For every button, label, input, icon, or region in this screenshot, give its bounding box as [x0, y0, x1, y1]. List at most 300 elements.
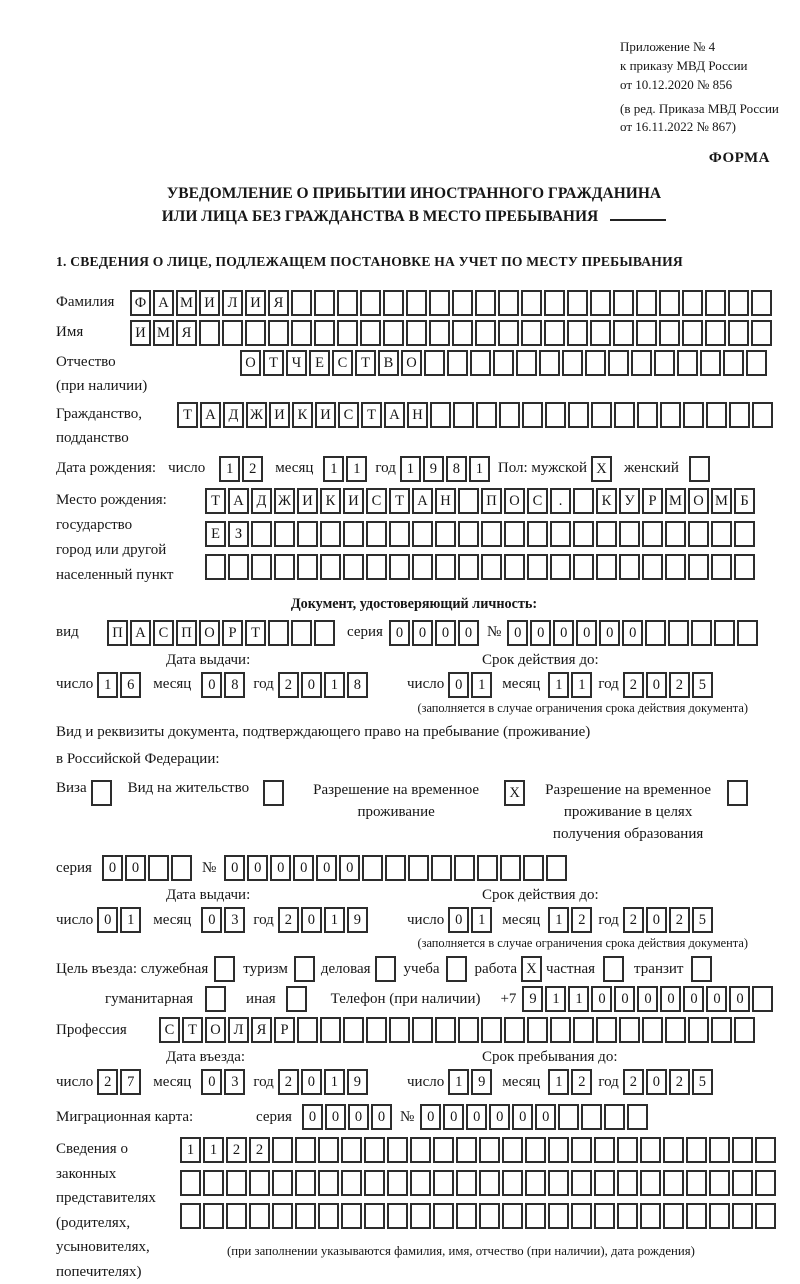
char-cell[interactable]: 1 — [324, 907, 345, 933]
char-cell[interactable]: К — [596, 488, 617, 514]
char-cell[interactable] — [527, 1017, 548, 1043]
char-cell[interactable] — [705, 290, 726, 316]
char-cell[interactable]: 2 — [278, 907, 299, 933]
char-cell[interactable] — [527, 554, 548, 580]
char-cell[interactable] — [385, 855, 406, 881]
purpose-study-checkbox[interactable] — [446, 956, 467, 982]
char-cell[interactable]: 0 — [507, 620, 528, 646]
char-cell[interactable] — [343, 521, 364, 547]
char-cell[interactable]: 0 — [646, 907, 667, 933]
char-cell[interactable] — [481, 1017, 502, 1043]
char-cell[interactable]: 1 — [324, 1069, 345, 1095]
char-cell[interactable]: 0 — [706, 986, 727, 1012]
char-cell[interactable]: 0 — [637, 986, 658, 1012]
char-cell[interactable] — [659, 290, 680, 316]
char-cell[interactable] — [548, 1203, 569, 1229]
char-cell[interactable] — [502, 1170, 523, 1196]
char-cell[interactable] — [737, 620, 758, 646]
char-cell[interactable] — [387, 1170, 408, 1196]
char-cell[interactable] — [558, 1104, 579, 1130]
char-cell[interactable]: С — [332, 350, 353, 376]
char-cell[interactable]: А — [200, 402, 221, 428]
sex-male-checkbox[interactable]: X — [591, 456, 612, 482]
char-cell[interactable]: Б — [734, 488, 755, 514]
char-cell[interactable] — [619, 554, 640, 580]
char-cell[interactable] — [544, 320, 565, 346]
char-cell[interactable] — [272, 1137, 293, 1163]
char-cell[interactable]: 1 — [97, 672, 118, 698]
surname-cells[interactable] — [130, 290, 772, 316]
char-cell[interactable]: 0 — [371, 1104, 392, 1130]
char-cell[interactable]: Е — [205, 521, 226, 547]
char-cell[interactable] — [458, 554, 479, 580]
char-cell[interactable] — [337, 290, 358, 316]
char-cell[interactable] — [268, 620, 289, 646]
char-cell[interactable]: 0 — [443, 1104, 464, 1130]
char-cell[interactable] — [723, 350, 744, 376]
entry-year-cells[interactable] — [278, 1069, 368, 1095]
char-cell[interactable] — [734, 1017, 755, 1043]
char-cell[interactable] — [291, 290, 312, 316]
char-cell[interactable]: М — [153, 320, 174, 346]
char-cell[interactable] — [435, 1017, 456, 1043]
char-cell[interactable] — [562, 350, 583, 376]
char-cell[interactable]: А — [153, 290, 174, 316]
char-cell[interactable] — [343, 1017, 364, 1043]
char-cell[interactable] — [659, 320, 680, 346]
char-cell[interactable]: 9 — [347, 1069, 368, 1095]
char-cell[interactable] — [476, 402, 497, 428]
char-cell[interactable] — [406, 320, 427, 346]
char-cell[interactable] — [249, 1203, 270, 1229]
char-cell[interactable] — [251, 554, 272, 580]
doc-issue-month-cells[interactable] — [201, 672, 245, 698]
char-cell[interactable] — [228, 554, 249, 580]
char-cell[interactable] — [608, 350, 629, 376]
char-cell[interactable]: 0 — [530, 620, 551, 646]
char-cell[interactable]: . — [550, 488, 571, 514]
char-cell[interactable] — [640, 1170, 661, 1196]
char-cell[interactable] — [203, 1170, 224, 1196]
char-cell[interactable]: 2 — [97, 1069, 118, 1095]
char-cell[interactable] — [504, 521, 525, 547]
char-cell[interactable] — [636, 290, 657, 316]
migration-number-cells[interactable] — [420, 1104, 648, 1130]
char-cell[interactable] — [320, 554, 341, 580]
char-cell[interactable] — [654, 350, 675, 376]
char-cell[interactable] — [320, 521, 341, 547]
char-cell[interactable] — [504, 1017, 525, 1043]
char-cell[interactable] — [527, 521, 548, 547]
permit-issue-year-cells[interactable] — [278, 907, 368, 933]
char-cell[interactable]: С — [527, 488, 548, 514]
doc-series-cells[interactable] — [389, 620, 479, 646]
char-cell[interactable]: С — [159, 1017, 180, 1043]
char-cell[interactable]: 0 — [599, 620, 620, 646]
char-cell[interactable]: 0 — [316, 855, 337, 881]
char-cell[interactable] — [585, 350, 606, 376]
char-cell[interactable] — [642, 554, 663, 580]
char-cell[interactable] — [412, 1017, 433, 1043]
char-cell[interactable]: 5 — [692, 672, 713, 698]
char-cell[interactable]: 0 — [646, 672, 667, 698]
sex-female-checkbox[interactable] — [689, 456, 710, 482]
char-cell[interactable]: Я — [251, 1017, 272, 1043]
char-cell[interactable]: К — [320, 488, 341, 514]
char-cell[interactable] — [498, 320, 519, 346]
char-cell[interactable]: 2 — [278, 1069, 299, 1095]
char-cell[interactable]: Н — [435, 488, 456, 514]
purpose-other-checkbox[interactable] — [286, 986, 307, 1012]
patronymic-cells[interactable] — [240, 350, 767, 376]
birth-place-cells-row1[interactable] — [205, 488, 755, 514]
char-cell[interactable] — [433, 1170, 454, 1196]
char-cell[interactable]: С — [366, 488, 387, 514]
purpose-work-checkbox[interactable]: X — [521, 956, 542, 982]
char-cell[interactable]: 0 — [389, 620, 410, 646]
char-cell[interactable] — [389, 554, 410, 580]
char-cell[interactable]: Т — [355, 350, 376, 376]
char-cell[interactable] — [364, 1170, 385, 1196]
char-cell[interactable] — [430, 402, 451, 428]
char-cell[interactable]: П — [176, 620, 197, 646]
char-cell[interactable]: 1 — [323, 456, 344, 482]
char-cell[interactable] — [435, 521, 456, 547]
char-cell[interactable] — [617, 1170, 638, 1196]
char-cell[interactable] — [640, 1203, 661, 1229]
char-cell[interactable] — [550, 521, 571, 547]
char-cell[interactable] — [636, 320, 657, 346]
char-cell[interactable]: 0 — [489, 1104, 510, 1130]
char-cell[interactable] — [544, 290, 565, 316]
given-name-cells[interactable] — [130, 320, 772, 346]
char-cell[interactable]: Е — [309, 350, 330, 376]
char-cell[interactable]: 8 — [347, 672, 368, 698]
char-cell[interactable] — [477, 855, 498, 881]
char-cell[interactable]: Р — [274, 1017, 295, 1043]
char-cell[interactable]: Ж — [274, 488, 295, 514]
temp-residence-checkbox[interactable]: X — [504, 780, 525, 806]
stay-day-cells[interactable] — [448, 1069, 492, 1095]
char-cell[interactable] — [458, 488, 479, 514]
char-cell[interactable] — [251, 521, 272, 547]
char-cell[interactable] — [614, 402, 635, 428]
char-cell[interactable]: 9 — [522, 986, 543, 1012]
char-cell[interactable] — [594, 1203, 615, 1229]
char-cell[interactable] — [594, 1170, 615, 1196]
char-cell[interactable] — [728, 320, 749, 346]
char-cell[interactable] — [222, 320, 243, 346]
char-cell[interactable] — [548, 1170, 569, 1196]
birth-month-cells[interactable] — [323, 456, 367, 482]
char-cell[interactable] — [539, 350, 560, 376]
char-cell[interactable]: 2 — [226, 1137, 247, 1163]
char-cell[interactable] — [686, 1137, 707, 1163]
char-cell[interactable]: 1 — [469, 456, 490, 482]
char-cell[interactable] — [470, 350, 491, 376]
char-cell[interactable] — [456, 1170, 477, 1196]
char-cell[interactable] — [613, 320, 634, 346]
char-cell[interactable] — [366, 521, 387, 547]
char-cell[interactable] — [613, 290, 634, 316]
char-cell[interactable]: 9 — [423, 456, 444, 482]
char-cell[interactable]: Ф — [130, 290, 151, 316]
char-cell[interactable] — [297, 554, 318, 580]
char-cell[interactable] — [148, 855, 169, 881]
char-cell[interactable] — [291, 320, 312, 346]
char-cell[interactable] — [668, 620, 689, 646]
char-cell[interactable]: 0 — [512, 1104, 533, 1130]
char-cell[interactable] — [545, 402, 566, 428]
representatives-cells-row2[interactable] — [180, 1170, 776, 1196]
char-cell[interactable]: И — [297, 488, 318, 514]
char-cell[interactable]: 1 — [180, 1137, 201, 1163]
char-cell[interactable] — [604, 1104, 625, 1130]
char-cell[interactable] — [412, 521, 433, 547]
char-cell[interactable] — [205, 554, 226, 580]
char-cell[interactable]: Л — [228, 1017, 249, 1043]
char-cell[interactable] — [408, 855, 429, 881]
permit-series-cells[interactable] — [102, 855, 192, 881]
char-cell[interactable]: 0 — [201, 672, 222, 698]
char-cell[interactable] — [226, 1203, 247, 1229]
char-cell[interactable] — [522, 402, 543, 428]
char-cell[interactable] — [663, 1203, 684, 1229]
char-cell[interactable] — [525, 1137, 546, 1163]
char-cell[interactable]: Я — [176, 320, 197, 346]
migration-series-cells[interactable] — [302, 1104, 392, 1130]
char-cell[interactable] — [475, 320, 496, 346]
char-cell[interactable] — [665, 554, 686, 580]
char-cell[interactable] — [642, 521, 663, 547]
char-cell[interactable]: 0 — [325, 1104, 346, 1130]
char-cell[interactable] — [682, 290, 703, 316]
temp-residence-edu-checkbox[interactable] — [727, 780, 748, 806]
char-cell[interactable] — [171, 855, 192, 881]
char-cell[interactable] — [631, 350, 652, 376]
char-cell[interactable]: П — [481, 488, 502, 514]
char-cell[interactable]: А — [384, 402, 405, 428]
char-cell[interactable] — [295, 1203, 316, 1229]
char-cell[interactable] — [709, 1170, 730, 1196]
char-cell[interactable]: К — [292, 402, 313, 428]
char-cell[interactable]: И — [343, 488, 364, 514]
char-cell[interactable]: О — [401, 350, 422, 376]
char-cell[interactable]: О — [199, 620, 220, 646]
char-cell[interactable] — [479, 1170, 500, 1196]
char-cell[interactable] — [435, 554, 456, 580]
char-cell[interactable] — [360, 290, 381, 316]
char-cell[interactable]: 9 — [347, 907, 368, 933]
char-cell[interactable] — [453, 402, 474, 428]
citizenship-cells[interactable] — [177, 402, 773, 428]
char-cell[interactable] — [709, 1203, 730, 1229]
char-cell[interactable]: 6 — [120, 672, 141, 698]
purpose-business-checkbox[interactable] — [375, 956, 396, 982]
char-cell[interactable]: 1 — [471, 672, 492, 698]
char-cell[interactable] — [249, 1170, 270, 1196]
char-cell[interactable]: П — [107, 620, 128, 646]
char-cell[interactable] — [683, 402, 704, 428]
char-cell[interactable] — [341, 1170, 362, 1196]
profession-cells[interactable] — [159, 1017, 755, 1043]
char-cell[interactable] — [755, 1137, 776, 1163]
char-cell[interactable]: А — [130, 620, 151, 646]
char-cell[interactable] — [180, 1203, 201, 1229]
permit-issue-day-cells[interactable] — [97, 907, 141, 933]
char-cell[interactable]: У — [619, 488, 640, 514]
char-cell[interactable] — [581, 1104, 602, 1130]
char-cell[interactable]: 1 — [545, 986, 566, 1012]
char-cell[interactable] — [596, 554, 617, 580]
char-cell[interactable]: 0 — [420, 1104, 441, 1130]
char-cell[interactable]: 0 — [458, 620, 479, 646]
char-cell[interactable] — [410, 1203, 431, 1229]
char-cell[interactable] — [691, 620, 712, 646]
char-cell[interactable]: С — [153, 620, 174, 646]
char-cell[interactable]: 2 — [571, 907, 592, 933]
permit-issue-month-cells[interactable] — [201, 907, 245, 933]
char-cell[interactable] — [458, 1017, 479, 1043]
char-cell[interactable] — [245, 320, 266, 346]
doc-issue-year-cells[interactable] — [278, 672, 368, 698]
representatives-cells-row1[interactable] — [180, 1137, 776, 1163]
char-cell[interactable] — [640, 1137, 661, 1163]
char-cell[interactable] — [498, 290, 519, 316]
char-cell[interactable]: 1 — [219, 456, 240, 482]
char-cell[interactable] — [493, 350, 514, 376]
char-cell[interactable] — [706, 402, 727, 428]
char-cell[interactable] — [406, 290, 427, 316]
char-cell[interactable] — [619, 521, 640, 547]
entry-day-cells[interactable] — [97, 1069, 141, 1095]
char-cell[interactable] — [481, 521, 502, 547]
char-cell[interactable]: 0 — [448, 907, 469, 933]
char-cell[interactable]: 2 — [623, 907, 644, 933]
char-cell[interactable] — [590, 290, 611, 316]
char-cell[interactable] — [688, 554, 709, 580]
char-cell[interactable] — [709, 1137, 730, 1163]
char-cell[interactable]: 2 — [242, 456, 263, 482]
char-cell[interactable] — [456, 1137, 477, 1163]
char-cell[interactable]: Л — [222, 290, 243, 316]
char-cell[interactable]: Т — [263, 350, 284, 376]
char-cell[interactable] — [366, 554, 387, 580]
char-cell[interactable] — [318, 1137, 339, 1163]
char-cell[interactable] — [389, 1017, 410, 1043]
char-cell[interactable] — [362, 855, 383, 881]
char-cell[interactable]: 0 — [102, 855, 123, 881]
char-cell[interactable]: О — [504, 488, 525, 514]
char-cell[interactable]: Ж — [246, 402, 267, 428]
char-cell[interactable]: 7 — [120, 1069, 141, 1095]
char-cell[interactable]: 1 — [400, 456, 421, 482]
char-cell[interactable] — [297, 1017, 318, 1043]
char-cell[interactable] — [360, 320, 381, 346]
phone-cells[interactable] — [522, 986, 773, 1012]
char-cell[interactable] — [383, 320, 404, 346]
char-cell[interactable] — [479, 1137, 500, 1163]
char-cell[interactable] — [663, 1137, 684, 1163]
char-cell[interactable]: 0 — [224, 855, 245, 881]
char-cell[interactable] — [732, 1137, 753, 1163]
char-cell[interactable] — [573, 1017, 594, 1043]
char-cell[interactable]: Д — [251, 488, 272, 514]
char-cell[interactable]: О — [205, 1017, 226, 1043]
char-cell[interactable] — [433, 1137, 454, 1163]
char-cell[interactable]: И — [315, 402, 336, 428]
char-cell[interactable]: М — [176, 290, 197, 316]
char-cell[interactable] — [619, 1017, 640, 1043]
char-cell[interactable] — [456, 1203, 477, 1229]
char-cell[interactable] — [573, 521, 594, 547]
stay-month-cells[interactable] — [548, 1069, 592, 1095]
char-cell[interactable]: 0 — [293, 855, 314, 881]
char-cell[interactable]: 1 — [548, 672, 569, 698]
char-cell[interactable]: М — [711, 488, 732, 514]
char-cell[interactable] — [711, 521, 732, 547]
char-cell[interactable] — [314, 320, 335, 346]
char-cell[interactable] — [686, 1170, 707, 1196]
char-cell[interactable]: 5 — [692, 907, 713, 933]
char-cell[interactable]: 0 — [535, 1104, 556, 1130]
purpose-humanitarian-checkbox[interactable] — [205, 986, 226, 1012]
char-cell[interactable] — [567, 320, 588, 346]
char-cell[interactable] — [637, 402, 658, 428]
char-cell[interactable] — [366, 1017, 387, 1043]
char-cell[interactable] — [295, 1137, 316, 1163]
char-cell[interactable] — [732, 1203, 753, 1229]
char-cell[interactable] — [502, 1203, 523, 1229]
char-cell[interactable] — [711, 554, 732, 580]
char-cell[interactable]: 1 — [548, 1069, 569, 1095]
char-cell[interactable] — [665, 521, 686, 547]
doc-number-cells[interactable] — [507, 620, 758, 646]
char-cell[interactable] — [429, 320, 450, 346]
char-cell[interactable] — [226, 1170, 247, 1196]
char-cell[interactable]: 0 — [646, 1069, 667, 1095]
char-cell[interactable] — [314, 290, 335, 316]
char-cell[interactable] — [755, 1170, 776, 1196]
char-cell[interactable]: Я — [268, 290, 289, 316]
char-cell[interactable]: 2 — [623, 1069, 644, 1095]
purpose-tourism-checkbox[interactable] — [294, 956, 315, 982]
visa-checkbox[interactable] — [91, 780, 112, 806]
char-cell[interactable]: Т — [182, 1017, 203, 1043]
char-cell[interactable]: В — [378, 350, 399, 376]
char-cell[interactable] — [479, 1203, 500, 1229]
char-cell[interactable] — [410, 1137, 431, 1163]
permit-valid-month-cells[interactable] — [548, 907, 592, 933]
char-cell[interactable] — [596, 1017, 617, 1043]
char-cell[interactable]: 1 — [448, 1069, 469, 1095]
char-cell[interactable]: 0 — [576, 620, 597, 646]
char-cell[interactable] — [642, 1017, 663, 1043]
char-cell[interactable]: 2 — [623, 672, 644, 698]
char-cell[interactable] — [272, 1170, 293, 1196]
char-cell[interactable] — [387, 1203, 408, 1229]
birth-year-cells[interactable] — [400, 456, 490, 482]
char-cell[interactable] — [755, 1203, 776, 1229]
char-cell[interactable] — [297, 521, 318, 547]
char-cell[interactable]: С — [338, 402, 359, 428]
char-cell[interactable] — [596, 521, 617, 547]
char-cell[interactable] — [180, 1170, 201, 1196]
char-cell[interactable] — [502, 1137, 523, 1163]
char-cell[interactable] — [688, 521, 709, 547]
char-cell[interactable]: 0 — [614, 986, 635, 1012]
char-cell[interactable] — [481, 554, 502, 580]
